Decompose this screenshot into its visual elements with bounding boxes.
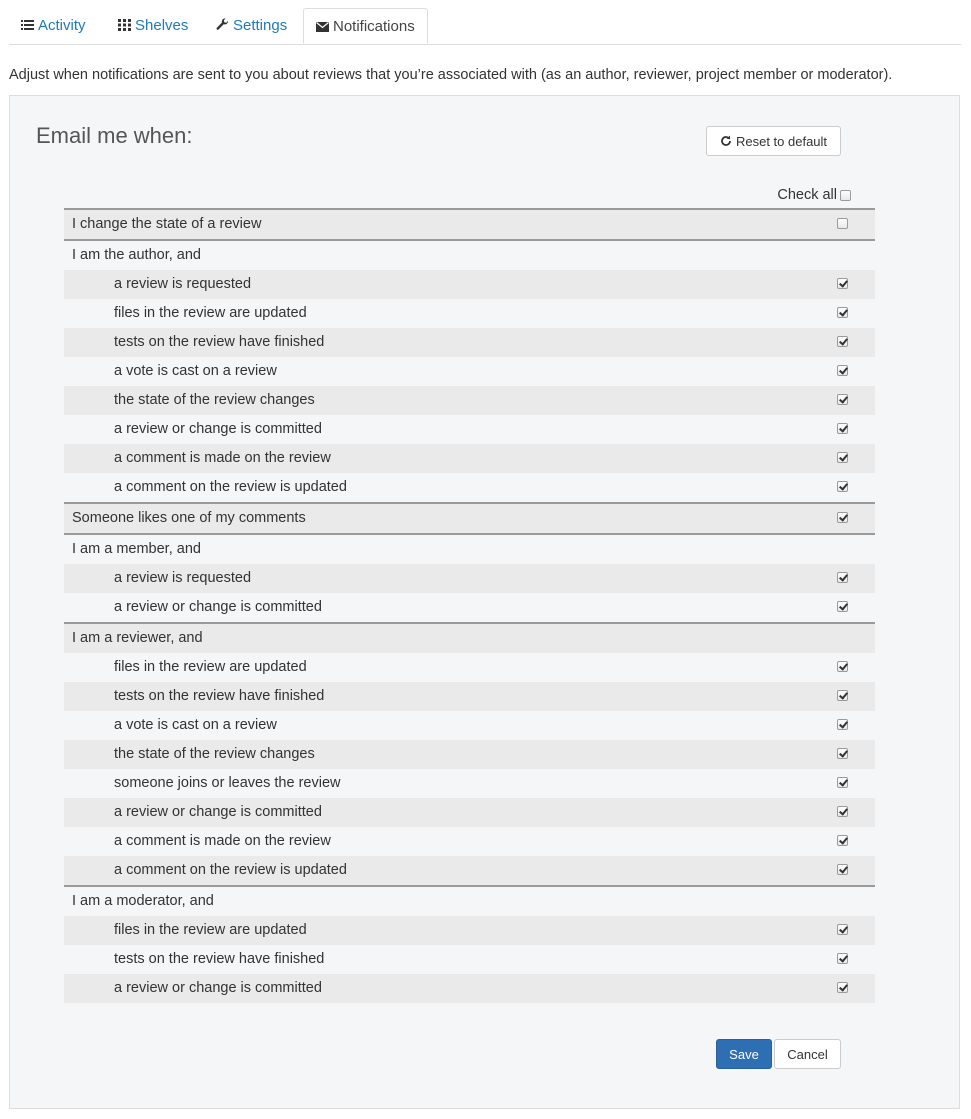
notification-row (64, 769, 875, 798)
notification-checkbox[interactable] (837, 365, 848, 376)
notifications-panel (9, 95, 960, 1109)
tab-notifications[interactable] (303, 8, 428, 44)
section-label: I am the author, and (72, 247, 201, 263)
notification-label: files in the review are updated (114, 922, 307, 938)
notification-label: tests on the review have finished (114, 334, 325, 350)
section-header (64, 533, 875, 564)
panel-title: Email me when: (36, 123, 193, 148)
notification-row (64, 502, 875, 533)
section-header (64, 622, 875, 653)
notification-checkbox[interactable] (837, 572, 848, 583)
notification-checkbox[interactable] (837, 394, 848, 405)
notification-row (64, 827, 875, 856)
notification-checkbox[interactable] (837, 336, 848, 347)
notification-label: a comment on the review is updated (114, 862, 347, 878)
notification-checkbox[interactable] (837, 806, 848, 817)
tab-shelves-label: Shelves (135, 17, 189, 34)
notification-checkbox[interactable] (837, 512, 848, 523)
notification-label: a review or change is committed (114, 804, 322, 820)
notification-checkbox[interactable] (837, 748, 848, 759)
notification-row (64, 798, 875, 827)
notification-label: Someone likes one of my comments (72, 510, 306, 526)
notification-row (64, 357, 875, 386)
cancel-button[interactable]: Cancel (774, 1039, 841, 1069)
shelves-icon (118, 9, 131, 44)
notification-label: files in the review are updated (114, 659, 307, 675)
notification-checkbox[interactable] (837, 864, 848, 875)
section-header (64, 239, 875, 270)
notification-checkbox[interactable] (837, 601, 848, 612)
notification-label: a comment on the review is updated (114, 479, 347, 495)
section-header (64, 885, 875, 916)
notification-label: the state of the review changes (114, 392, 315, 408)
tab-activity-label: Activity (38, 17, 86, 34)
notification-checkbox[interactable] (837, 218, 848, 229)
notification-label: the state of the review changes (114, 746, 315, 762)
notification-row (64, 916, 875, 945)
notification-checkbox[interactable] (837, 307, 848, 318)
notification-checkbox[interactable] (837, 661, 848, 672)
notification-row (64, 945, 875, 974)
section-label: I am a moderator, and (72, 893, 214, 909)
notification-row (64, 593, 875, 622)
notification-row (64, 299, 875, 328)
notification-label: a review or change is committed (114, 980, 322, 996)
tab-activity[interactable] (21, 8, 86, 44)
notification-options-table (64, 208, 875, 1003)
notification-row (64, 328, 875, 357)
notification-row (64, 386, 875, 415)
notification-checkbox[interactable] (837, 423, 848, 434)
notification-checkbox[interactable] (837, 777, 848, 788)
notification-row (64, 444, 875, 473)
refresh-icon (720, 135, 732, 147)
notification-label: tests on the review have finished (114, 951, 325, 967)
notification-checkbox[interactable] (837, 835, 848, 846)
reset-to-default-label: Reset to default (735, 133, 828, 149)
notification-checkbox[interactable] (837, 719, 848, 730)
list-icon (21, 9, 34, 44)
notification-checkbox[interactable] (837, 481, 848, 492)
tab-settings-label: Settings (233, 17, 288, 34)
notification-label: a review is requested (114, 276, 252, 292)
notification-label: a review is requested (114, 570, 252, 586)
page-description: Adjust when notifications are sent to you about reviews that you’re associated with (as an author, reviewer, project member or moderator). (9, 67, 893, 83)
notification-label: a review or change is committed (114, 599, 322, 615)
section-label: I am a reviewer, and (72, 630, 203, 646)
check-all-checkbox[interactable] (840, 190, 851, 201)
notification-label: I change the state of a review (72, 216, 262, 232)
tab-notifications-label: Notifications (333, 18, 415, 35)
notification-checkbox[interactable] (837, 982, 848, 993)
notification-label: a vote is cast on a review (114, 717, 277, 733)
tab-settings[interactable] (216, 8, 287, 44)
notification-row (64, 270, 875, 299)
notification-label: a comment is made on the review (114, 450, 331, 466)
notification-row (64, 415, 875, 444)
tab-bar (9, 8, 961, 45)
notification-row (64, 711, 875, 740)
envelope-icon (316, 10, 329, 45)
notification-checkbox[interactable] (837, 452, 848, 463)
notification-row (64, 473, 875, 502)
notification-row (64, 974, 875, 1003)
notification-row (64, 856, 875, 885)
reset-to-default-button[interactable] (706, 126, 841, 156)
notification-checkbox[interactable] (837, 690, 848, 701)
notification-row (64, 653, 875, 682)
notification-row (64, 740, 875, 769)
section-label: I am a member, and (72, 541, 201, 557)
notification-label: files in the review are updated (114, 305, 307, 321)
notification-label: tests on the review have finished (114, 688, 325, 704)
notification-label: someone joins or leaves the review (114, 775, 341, 791)
notification-row (64, 564, 875, 593)
notification-checkbox[interactable] (837, 924, 848, 935)
check-all-label: Check all (777, 187, 837, 203)
notification-row (64, 682, 875, 711)
save-button[interactable]: Save (716, 1039, 772, 1069)
notification-row (64, 208, 875, 239)
notification-checkbox[interactable] (837, 953, 848, 964)
check-all (750, 187, 851, 203)
notification-label: a comment is made on the review (114, 833, 331, 849)
notification-label: a vote is cast on a review (114, 363, 277, 379)
notification-label: a review or change is committed (114, 421, 322, 437)
notification-checkbox[interactable] (837, 278, 848, 289)
wrench-icon (216, 9, 229, 44)
tab-shelves[interactable] (118, 8, 188, 44)
